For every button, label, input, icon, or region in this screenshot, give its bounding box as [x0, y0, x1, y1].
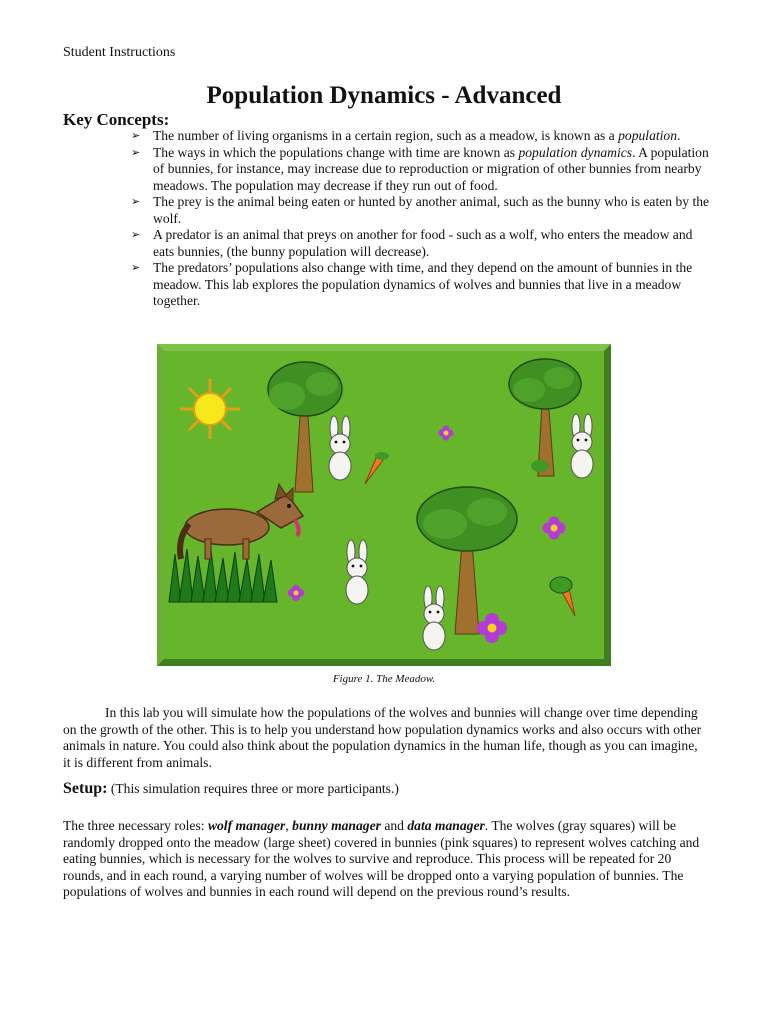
key-concepts-heading: Key Concepts: [63, 110, 170, 129]
meadow-illustration [157, 344, 611, 666]
frame-highlight [157, 344, 164, 666]
page-header: Student Instructions [63, 45, 176, 60]
arrow-bullet-icon: ➢ [131, 145, 141, 159]
arrow-bullet-icon: ➢ [131, 261, 141, 274]
list-item: ➢ The predators’ populations also change with time, and they depend on the amount of bunnies in the meadow. This lab explores the population dynamics of wolves and bunnies that live in a meadow together. [131, 260, 693, 308]
role-data-manager: data manager [407, 818, 485, 833]
list-item: ➢ A predator is an animal that preys on another for food - such as a wolf, who enters the meadow and eats bunnies, (the bunny population will decrease). [131, 227, 693, 259]
setup-heading: Setup: [63, 780, 108, 797]
roles-paragraph: The three necessary roles: wolf manager, bunny manager and data manager. The wolves (gray squares) will be randomly dropped onto the meadow (large sheet) covered in bunnies (pink squares) to represent wolves catching and eating bunnies, which is necessary for the wolves to survive and reproduce. This process will be repeated for 20 rounds, and in each round, a varying number of wolves will be dropped onto a varying population of bunnies. The populations of wolves and bunnies in each round will depend on the previous round’s results. [63, 818, 700, 899]
arrow-bullet-icon: ➢ [131, 195, 141, 208]
arrow-bullet-icon: ➢ [131, 129, 141, 142]
role-bunny-manager: bunny manager [292, 818, 381, 833]
intro-paragraph: In this lab you will simulate how the populations of the wolves and bunnies will change over time depending on the growth of the other. This is to help you understand how population dynamics works and also occurs with other animals in nature. You could also think about the population dynamics in the human life, though as you can imagine, it is different from animals. [63, 705, 702, 770]
arrow-bullet-icon: ➢ [131, 228, 141, 241]
figure-caption: Figure 1. The Meadow. [332, 673, 436, 685]
sun-icon [180, 379, 240, 439]
list-item: ➢ The ways in which the populations change with time are known as population dynamics. A population of bunnies, for instance, may increase due to reproduction or migration of other bunnies from nearby meadows. The population may decrease if they run out of food. [131, 144, 709, 193]
frame-highlight [157, 344, 611, 351]
carrot-icon [531, 460, 549, 472]
role-wolf-manager: wolf manager [207, 818, 286, 833]
list-item: ➢ The prey is the animal being eaten or hunted by another animal, such as the bunny who is eaten by the wolf. [131, 194, 710, 226]
list-item: ➢ The number of living organisms in a certain region, such as a meadow, is known as a population. [131, 128, 681, 143]
key-concepts-list [130, 128, 710, 310]
setup-line [63, 780, 399, 798]
page-title: Population Dynamics - Advanced [206, 82, 562, 109]
setup-note: (This simulation requires three or more participants.) [107, 781, 399, 796]
